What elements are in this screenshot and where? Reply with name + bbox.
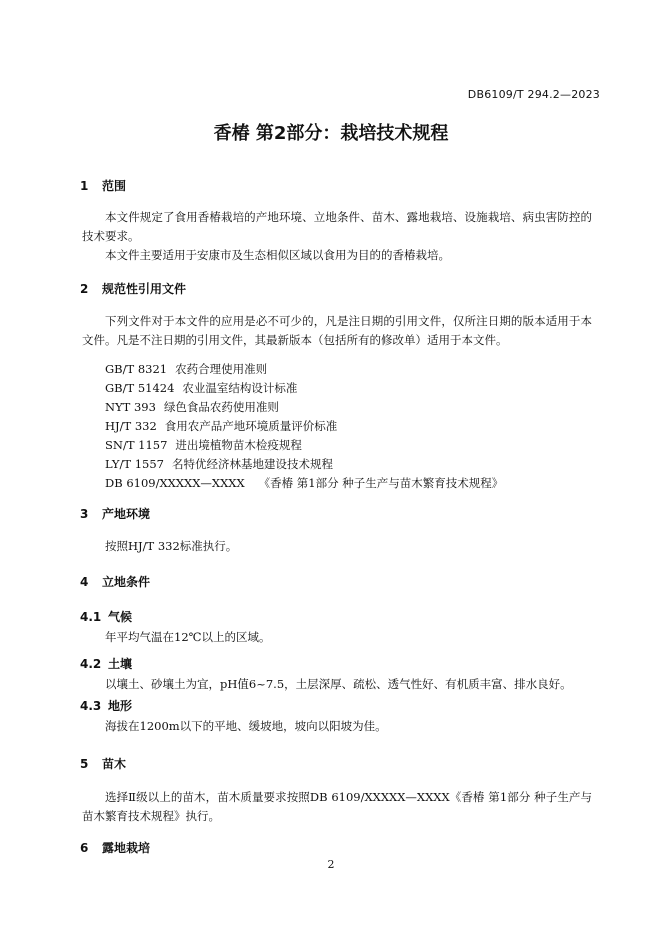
section-title: 苗木 <box>102 757 127 771</box>
reference-item <box>105 399 279 415</box>
reference-title: 《香椿 第1部分 种子生产与苗木繁育技术规程》 <box>258 476 504 490</box>
section-number: 5 <box>80 757 89 771</box>
section-title: 立地条件 <box>102 575 151 589</box>
subsection-title: 气候 <box>108 610 133 624</box>
reference-code: GB/T 51424 <box>105 381 175 395</box>
section-number: 6 <box>80 841 89 855</box>
reference-title: 名特优经济林基地建设技术规程 <box>171 457 333 471</box>
standard-number: DB6109/T 294.2—2023 <box>467 88 600 101</box>
paragraph: 海拔在1200m以下的平地、缓坡地，坡向以阳坡为佳。 <box>105 719 387 733</box>
section-heading-references <box>80 280 186 297</box>
subsection-number: 4.2 <box>80 657 102 671</box>
paragraph: 以壤土、砂壤土为宜，pH值6~7.5，土层深厚、疏松、透气性好、有机质丰富、排水良好。 <box>105 677 572 691</box>
reference-item <box>105 380 297 396</box>
reference-code: DB 6109/XXXXX—XXXX <box>105 476 245 490</box>
subsection-heading-terrain <box>80 697 132 714</box>
reference-item <box>105 437 302 453</box>
section-heading-open-field <box>80 839 150 856</box>
page-number: 2 <box>327 858 335 871</box>
subsection-title: 地形 <box>108 699 133 713</box>
paragraph: 本文件规定了食用香椿栽培的产地环境、立地条件、苗木、露地栽培、设施栽培、病虫害防控的技术要求。 <box>82 210 592 243</box>
reference-title: 进出境植物苗木检疫规程 <box>175 438 302 452</box>
subsection-number: 4.3 <box>80 699 102 713</box>
section-number: 2 <box>80 282 89 296</box>
reference-title: 绿色食品农药使用准则 <box>163 400 279 414</box>
paragraph: 选择Ⅱ级以上的苗木，苗木质量要求按照DB 6109/XXXXX—XXXX《香椿 第1部分 种子生产与苗木繁育技术规程》执行。 <box>82 790 592 823</box>
section-heading-site <box>80 573 150 590</box>
section-title: 产地环境 <box>102 507 151 521</box>
reference-item <box>105 456 333 472</box>
reference-code: LY/T 1557 <box>105 457 164 471</box>
reference-code: SN/T 1157 <box>105 438 168 452</box>
paragraph: 下列文件对于本文件的应用是必不可少的，凡是注日期的引用文件，仅所注日期的版本适用于本文件。凡是不注日期的引用文件，其最新版本（包括所有的修改单）适用于本文件。 <box>82 314 592 347</box>
reference-item <box>105 418 337 434</box>
reference-item <box>105 475 503 491</box>
reference-title: 食用农产品产地环境质量评价标准 <box>164 419 338 433</box>
paragraph: 年平均气温在12℃以上的区域。 <box>105 630 271 644</box>
reference-code: HJ/T 332 <box>105 419 157 433</box>
subsection-heading-climate <box>80 608 132 625</box>
section-title: 规范性引用文件 <box>102 282 187 296</box>
document-title: 香椿 第2部分：栽培技术规程 <box>213 123 449 144</box>
section-title: 露地栽培 <box>102 841 151 855</box>
paragraph: 按照HJ/T 332标准执行。 <box>105 539 238 553</box>
section-heading-seedlings <box>80 755 126 772</box>
section-heading-scope <box>80 177 126 194</box>
reference-code: GB/T 8321 <box>105 362 168 376</box>
subsection-number: 4.1 <box>80 610 102 624</box>
paragraph: 本文件主要适用于安康市及生态相似区域以食用为目的的香椿栽培。 <box>105 248 450 262</box>
reference-item <box>105 361 267 377</box>
reference-title: 农药合理使用准则 <box>175 362 268 376</box>
section-number: 4 <box>80 575 89 589</box>
subsection-title: 土壤 <box>108 657 133 671</box>
section-heading-environment <box>80 505 150 522</box>
reference-title: 农业温室结构设计标准 <box>182 381 298 395</box>
subsection-heading-soil <box>80 655 132 672</box>
section-title: 范围 <box>102 179 127 193</box>
section-number: 1 <box>80 179 89 193</box>
reference-code: NYT 393 <box>105 400 156 414</box>
section-number: 3 <box>80 507 89 521</box>
